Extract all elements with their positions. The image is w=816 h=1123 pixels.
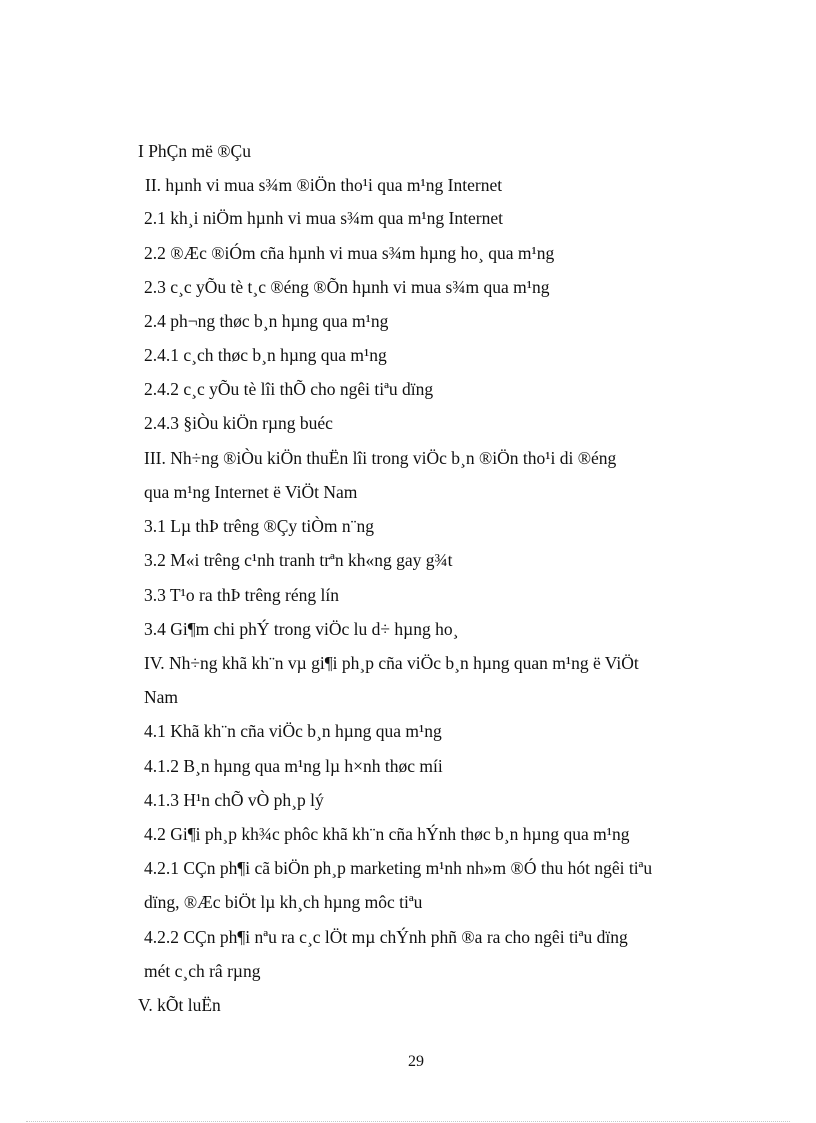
toc-line: mét c¸ch râ rµng bbox=[144, 961, 261, 981]
page-number: 29 bbox=[408, 1053, 424, 1070]
toc-line: Nam bbox=[144, 687, 179, 707]
toc-line: 4.2.1 CÇn ph¶i cã biÖn ph¸p marketing m¹nh nh»m ®Ó thu hót ngêi tiªu bbox=[144, 858, 653, 878]
toc-line: 2.4.2 c¸c yÕu tè lîi thÕ cho ngêi tiªu dïng bbox=[144, 379, 434, 399]
toc-line: 4.2.2 CÇn ph¶i nªu ra c¸c lÖt mµ chÝnh phñ ®a ra cho ngêi tiªu dïng bbox=[144, 927, 628, 947]
toc-line: I PhÇn më ®Çu bbox=[138, 141, 251, 161]
toc-line: IV. Nh÷ng khã kh¨n vµ gi¶i ph¸p cña viÖc b¸n hµng quan m¹ng ë ViÖt bbox=[144, 653, 639, 673]
toc-line: 4.2 Gi¶i ph¸p kh¾c phôc khã kh¨n cña hÝnh thøc b¸n hµng qua m¹ng bbox=[144, 824, 630, 844]
toc-line: 2.1 kh¸i niÖm hµnh vi mua s¾m qua m¹ng Internet bbox=[144, 208, 503, 228]
toc-line: 4.1 Khã kh¨n cña viÖc b¸n hµng qua m¹ng bbox=[144, 721, 442, 741]
toc-line: 3.4 Gi¶m chi phÝ trong viÖc lu d÷ hµng ho¸ bbox=[144, 619, 459, 639]
toc-line: II. hµnh vi mua s¾m ®iÖn tho¹i qua m¹ng Internet bbox=[145, 175, 503, 195]
toc-line: 3.3 T¹o ra thÞ trêng réng lín bbox=[144, 585, 339, 605]
toc-line: 3.2 M«i trêng c¹nh tranh trªn kh«ng gay g¾t bbox=[144, 550, 453, 570]
toc-line: 2.3 c¸c yÕu tè t¸c ®éng ®Õn hµnh vi mua s¾m qua m¹ng bbox=[144, 277, 550, 297]
toc-line: V. kÕt luËn bbox=[138, 995, 221, 1015]
toc-line: 4.1.2 B¸n hµng qua m¹ng lµ h×nh thøc míi bbox=[144, 756, 443, 776]
toc-line: 4.1.3 H¹n chÕ vÒ ph¸p lý bbox=[144, 790, 324, 810]
toc-line: 2.2 ®Æc ®iÓm cña hµnh vi mua s¾m hµng ho¸ qua m¹ng bbox=[144, 243, 555, 263]
toc-line: III. Nh÷ng ®iÒu kiÖn thuËn lîi trong viÖc b¸n ®iÖn tho¹i di ®éng bbox=[144, 448, 617, 468]
footer-divider bbox=[26, 1121, 790, 1122]
toc-line: 2.4.3 §iÒu kiÖn rµng buéc bbox=[144, 413, 333, 433]
toc-line: 3.1 Lµ thÞ trêng ®Çy tiÒm n¨ng bbox=[144, 516, 374, 536]
toc-line: dïng, ®Æc biÖt lµ kh¸ch hµng môc tiªu bbox=[144, 892, 423, 912]
toc-line: 2.4 ph¬ng thøc b¸n hµng qua m¹ng bbox=[144, 311, 389, 331]
toc-line: qua m¹ng Internet ë ViÖt Nam bbox=[144, 482, 358, 502]
toc-line: 2.4.1 c¸ch thøc b¸n hµng qua m¹ng bbox=[144, 345, 387, 365]
